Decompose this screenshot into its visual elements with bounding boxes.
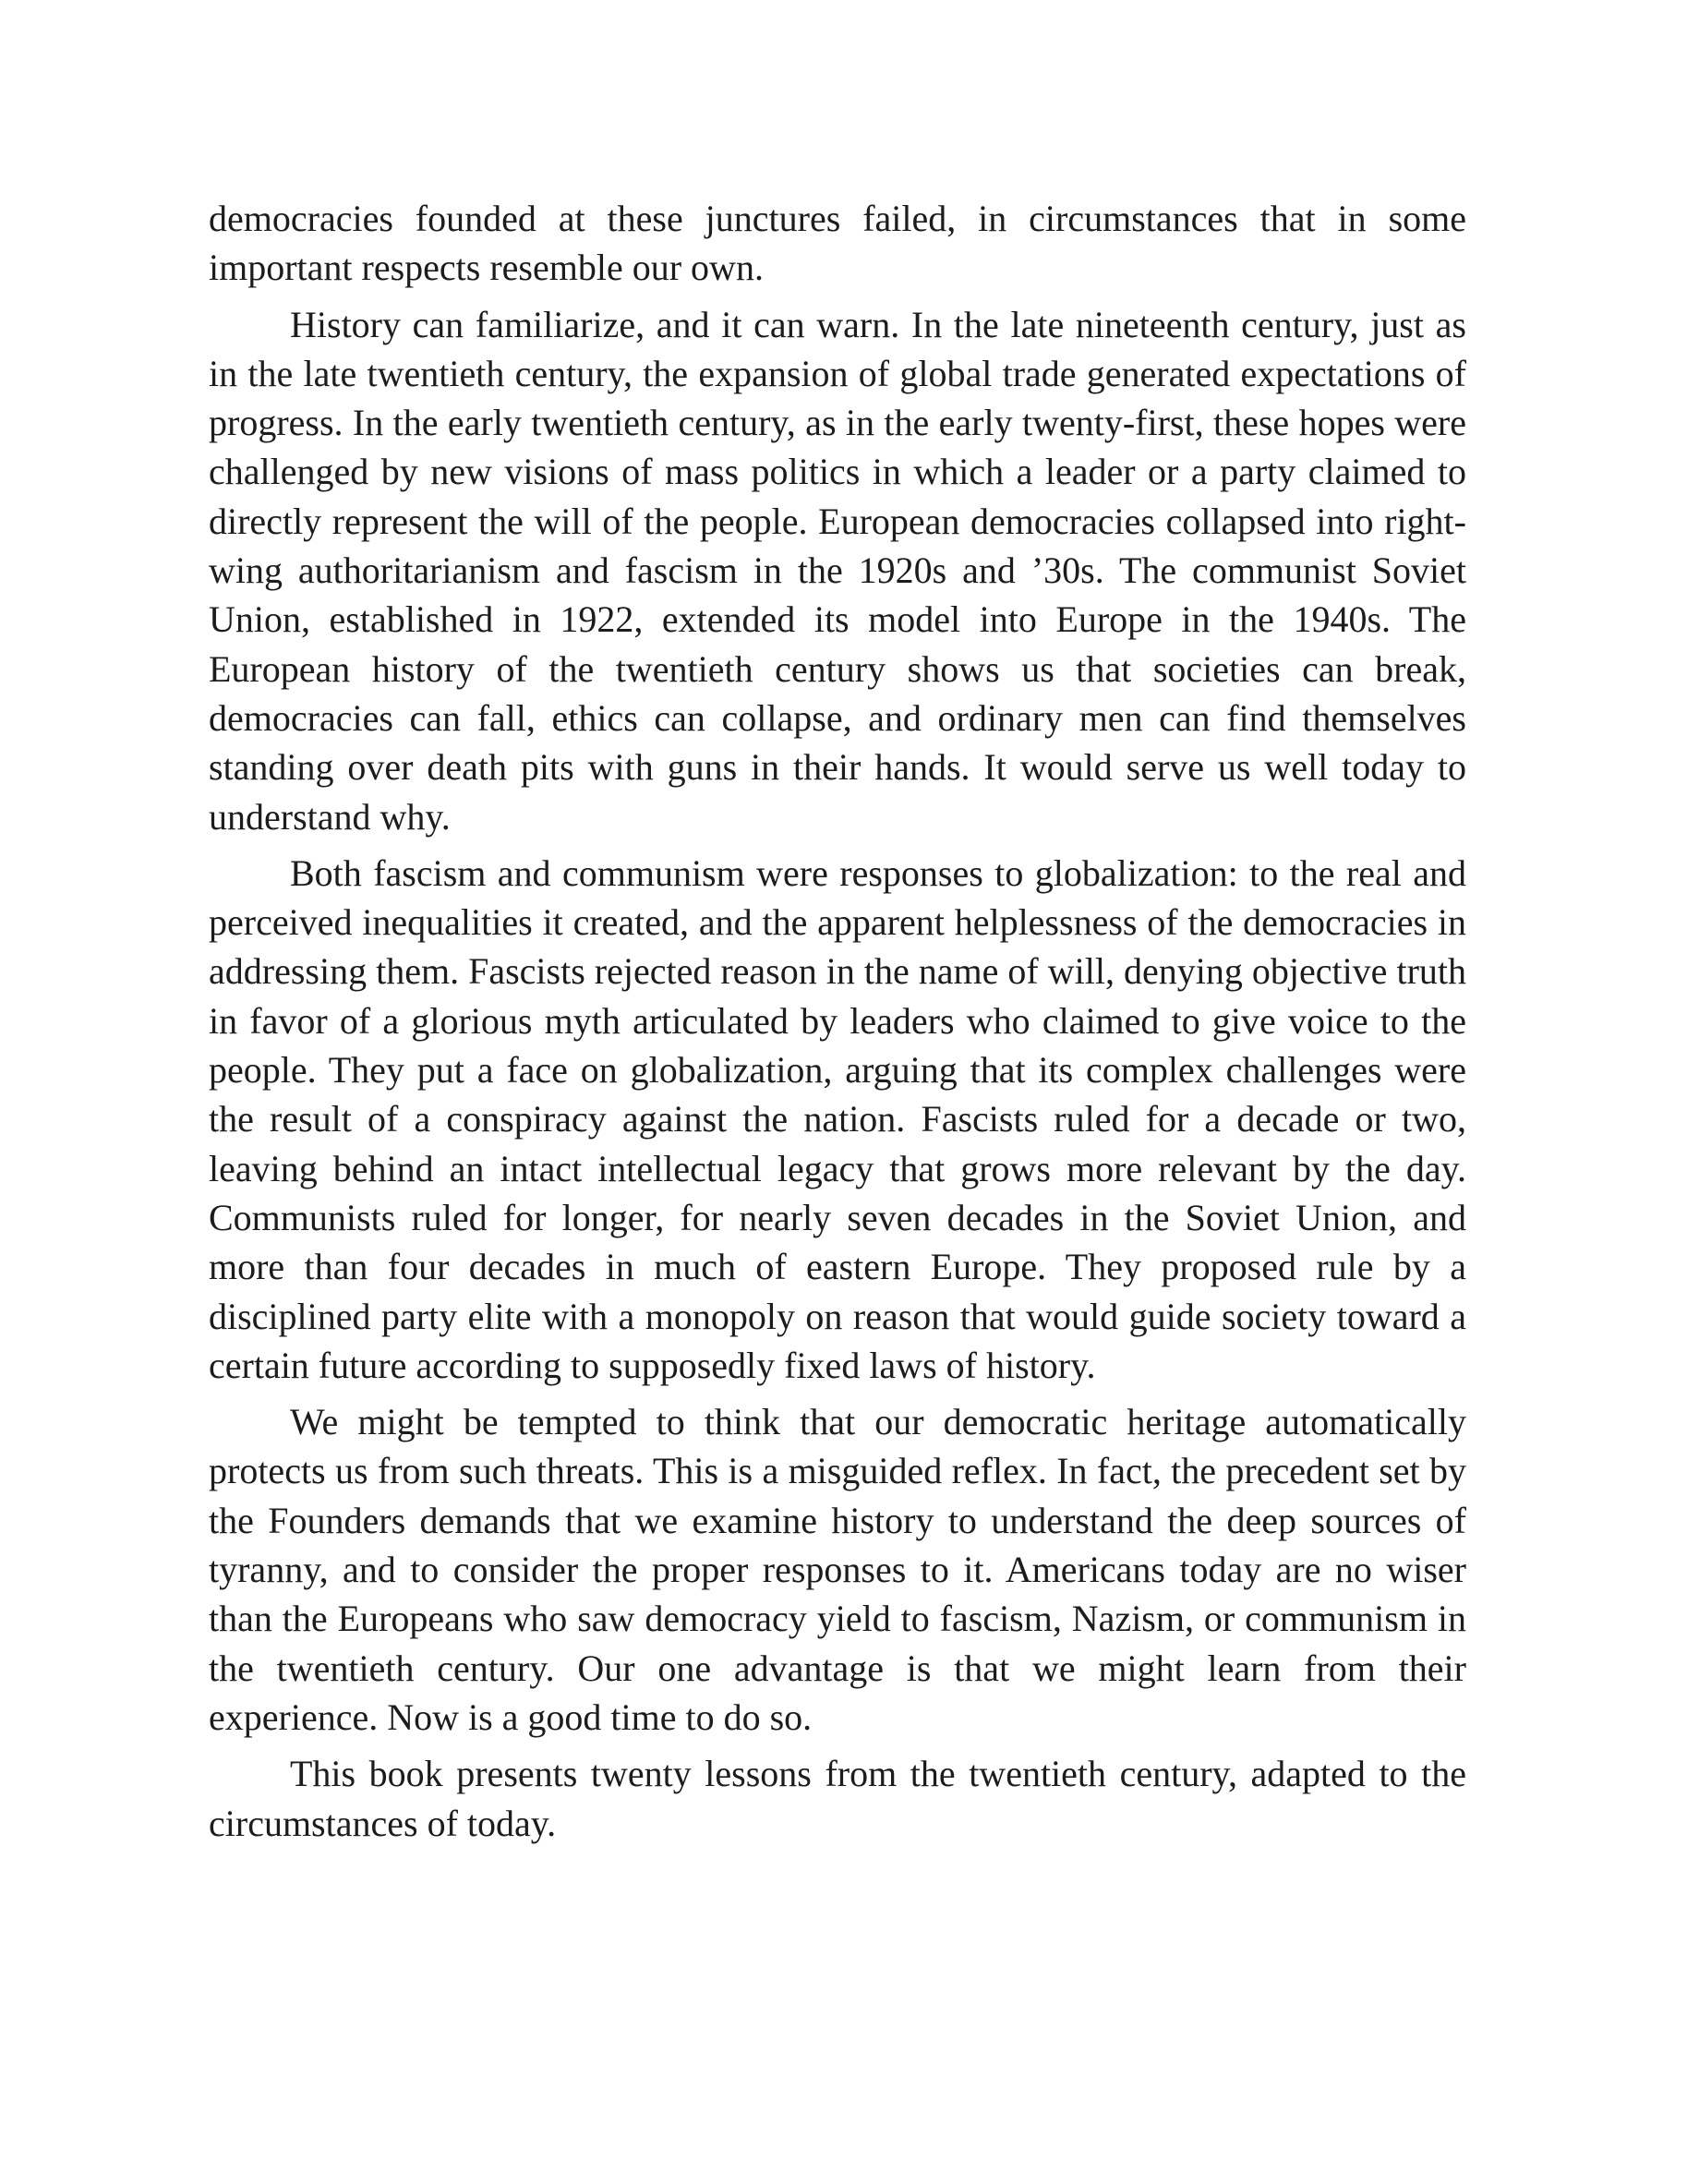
paragraph-democratic-heritage: We might be tempted to think that our democratic heritage automatically protects us from such threats. This is a misguided reflex. In fact, the precedent set by the Founders demands that we examine history to understand the deep sources of tyranny, and to consider the proper responses to it. Americans today are no wiser than the Europeans who saw democracy yield to fascism, Nazism, or communism in the twentieth century. Our one advantage is that we might learn from their experience. Now is a good time to do so. (209, 1401, 1466, 1738)
paragraph-fascism-communism: Both fascism and communism were responses to globalization: to the real and perceived inequalities it created, and the apparent helplessness of the democracies in addressing them. Fascists rejected reason in the name of will, denying objective truth in favor of a glorious myth articulated by leaders who claimed to give voice to the people. They put a face on globalization, arguing that its complex challenges were the result of a conspiracy against the nation. Fascists ruled for a decade or two, leaving behind an intact intellectual legacy that grows more relevant by the day. Communists ruled for longer, for nearly seven decades in the Soviet Union, and more than four decades in much of eastern Europe. They proposed rule by a disciplined party elite with a monopoly on reason that would guide society toward a certain future according to supposedly fixed laws of history. (209, 851, 1466, 1386)
paragraph-continued: democracies founded at these junctures failed, in circumstances that in some important respects resemble our own. (209, 198, 1466, 289)
paragraph-twenty-lessons: This book presents twenty lessons from the twentieth century, adapted to the circumstances of today. (209, 1753, 1466, 1844)
book-page (209, 194, 1466, 1848)
paragraph-history: History can familiarize, and it can warn. In the late nineteenth century, just as in the late twentieth century, the expansion of global trade generated expectations of progress. In the early twentieth century, as in the early twenty-first, these hopes were challenged by new visions of mass politics in which a leader or a party claimed to directly represent the will of the people. European democracies collapsed into right-wing authoritarianism and fascism in the 1920s and ’30s. The communist Soviet Union, established in 1922, extended its model into Europe in the 1940s. The European history of the twentieth century shows us that societies can break, democracies can fall, ethics can collapse, and ordinary men can find themselves standing over death pits with guns in their hands. It would serve us well today to understand why. (209, 303, 1466, 838)
